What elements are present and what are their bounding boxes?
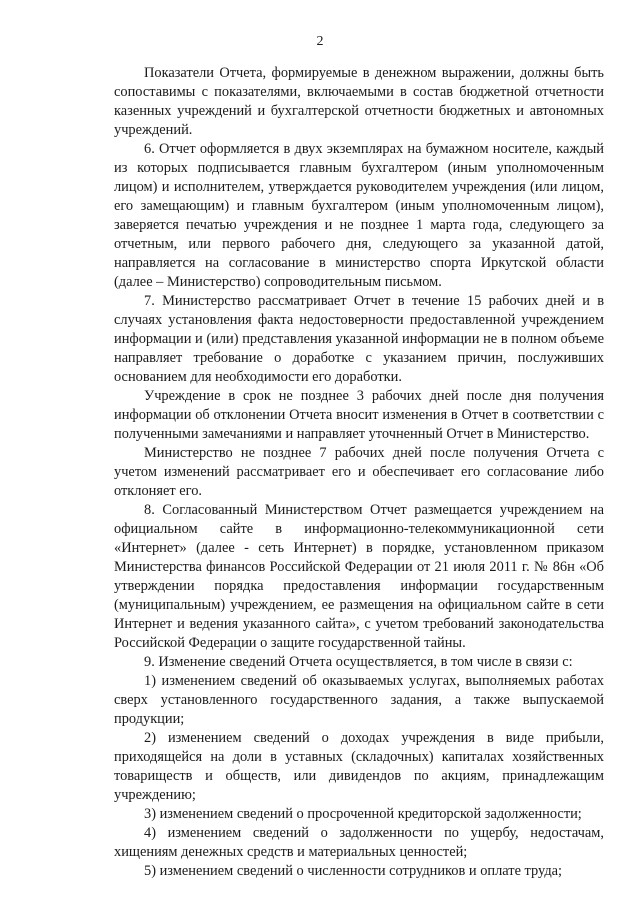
paragraph-8-publication: 8. Согласованный Министерством Отчет размещается учреждением на официальном сайте в информационно-телекоммуникационной сети «Интернет» (далее - сеть Интернет) в порядке, установленном приказом Министерства финансов Российской Федерации от 21 июля 2011 г. № 86н «Об утверждении порядка предоставления информации государственным (муниципальным) учреждением, ее размещения на официальном сайте в сети Интернет и ведения указанного сайта», с учетом требований законодательства Российской Федерации о защите государственной тайны. <box>114 502 604 651</box>
list-item-4-damage-debt: 4) изменением сведений о задолженности по ущербу, недостачам, хищениям денежных средств и материальных ценностей; <box>114 825 604 860</box>
list-item-3-overdue-debt: 3) изменением сведений о просроченной кредиторской задолженности; <box>144 806 582 822</box>
page-number: 2 <box>316 34 324 49</box>
document-body <box>114 64 604 881</box>
paragraph-7-ministry-review: 7. Министерство рассматривает Отчет в течение 15 рабочих дней и в случаях установления факта недостоверности предоставленной учреждением информации и (или) представления указанной информации не в полном объеме направляет требование о доработке с указанием причин, послуживших основанием для необходимости его доработки. <box>114 293 604 385</box>
list-item-1-services: 1) изменением сведений об оказываемых услугах, выполняемых работах сверх установленного государственного задания, а также выпускаемой продукции; <box>114 673 604 727</box>
paragraph-ministry-approval: Министерство не позднее 7 рабочих дней после получения Отчета с учетом изменений рассматривает его и обеспечивает его согласование либо отклоняет его. <box>114 445 604 499</box>
paragraph-reporting-indicators: Показатели Отчета, формируемые в денежном выражении, должны быть сопоставимы с показателями, включаемыми в состав бюджетной отчетности казенных учреждений и бухгалтерской отчетности бюджетных и автономных учреждений. <box>114 65 604 138</box>
paragraph-9-changes-intro: 9. Изменение сведений Отчета осуществляется, в том числе в связи с: <box>144 654 573 670</box>
list-item-5-staff: 5) изменением сведений о численности сотрудников и оплате труда; <box>144 863 563 879</box>
paragraph-6-report-preparation: 6. Отчет оформляется в двух экземплярах на бумажном носителе, каждый из которых подписывается главным бухгалтером (иным уполномоченным лицом) и исполнителем, утверждается руководителем учреждения (или лицом, его замещающим) и главным бухгалтером (иным уполномоченным лицом), заверяется печатью учреждения и не позднее 1 марта года, следующего за отчетным, или первого рабочего дня, следующего за указанной датой, направляется на согласование в министерство спорта Иркутской области (далее – Министерство) сопроводительным письмом. <box>114 141 604 290</box>
paragraph-institution-corrections: Учреждение в срок не позднее 3 рабочих дней после дня получения информации об отклонении Отчета вносит изменения в Отчет в соответствии с полученными замечаниями и направляет уточненный Отчет в Министерство. <box>114 388 604 442</box>
list-item-2-income: 2) изменением сведений о доходах учреждения в виде прибыли, приходящейся на доли в уставных (складочных) капиталах хозяйственных товариществ и обществ, или дивидендов по акциям, принадлежащим учреждению; <box>114 730 604 803</box>
